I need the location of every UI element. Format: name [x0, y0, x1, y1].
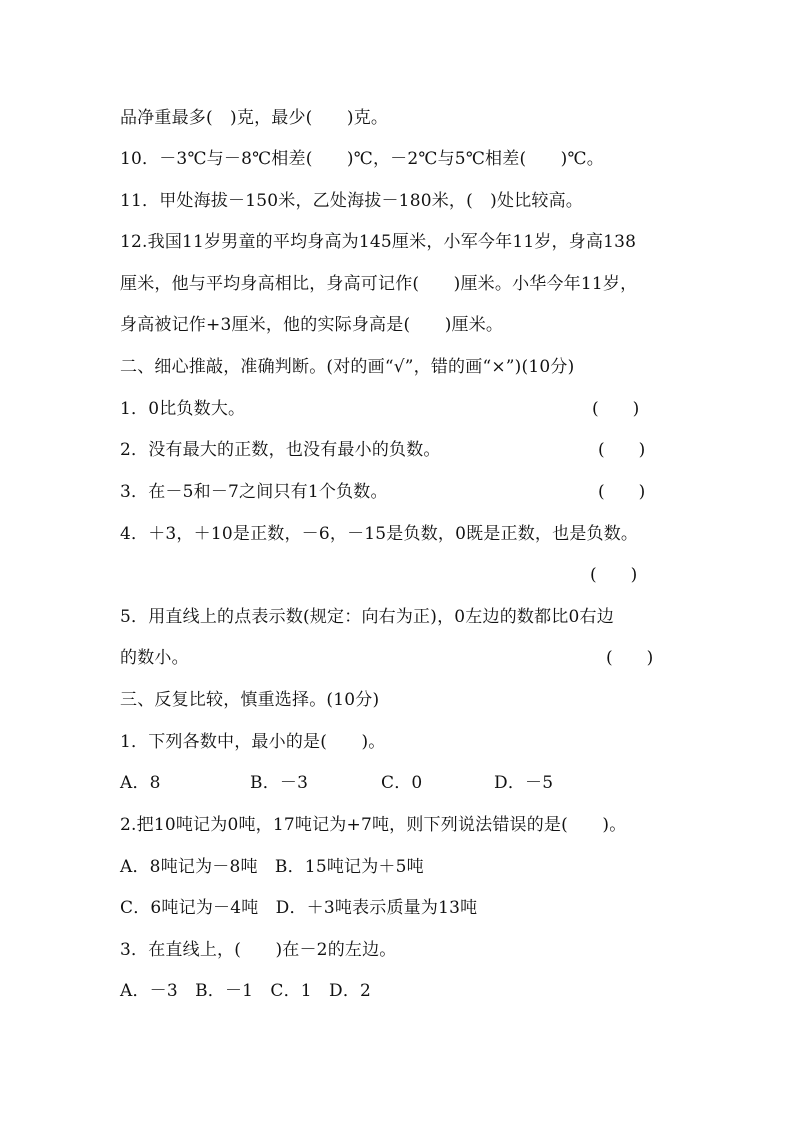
choice-q2-options-line-2[interactable]: C．6吨记为－4吨 D．＋3吨表示质量为13吨	[120, 898, 478, 918]
choice-q1-option-b[interactable]: B．－3	[250, 773, 309, 793]
judge-item-2-answer-paren[interactable]: ( )	[598, 440, 646, 460]
choice-question-1: 1．下列各数中，最小的是( )。	[120, 732, 386, 752]
judge-item-5-answer-paren[interactable]: ( )	[606, 648, 654, 668]
judge-item-3: 3．在－5和－7之间只有1个负数。	[120, 482, 388, 502]
question-9-continuation: 品净重最多( )克，最少( )克。	[120, 108, 389, 128]
choice-q1-option-c[interactable]: C．0	[381, 773, 423, 793]
question-10: 10．－3℃与－8℃相差( )℃，－2℃与5℃相差( )℃。	[120, 149, 604, 169]
judge-item-4: 4．＋3，＋10是正数，－6，－15是负数，0既是正数，也是负数。	[120, 524, 639, 544]
choice-q2-options-line-1[interactable]: A．8吨记为－8吨 B．15吨记为＋5吨	[120, 857, 424, 877]
question-12-line-2: 厘米，他与平均身高相比，身高可记作( )厘米。小华今年11岁，	[120, 274, 638, 294]
choice-question-3: 3．在直线上，( )在－2的左边。	[120, 940, 397, 960]
judge-item-1: 1．0比负数大。	[120, 399, 246, 419]
section-2-heading: 二、细心推敲，准确判断。(对的画“√”，错的画“×”)(10分)	[120, 357, 575, 377]
choice-q3-options[interactable]: A．－3 B．－1 C．1 D．2	[120, 981, 372, 1001]
judge-item-3-answer-paren[interactable]: ( )	[598, 482, 646, 502]
question-12-line-1: 12.我国11岁男童的平均身高为145厘米，小军今年11岁，身高138	[120, 232, 637, 252]
question-11: 11．甲处海拔－150米，乙处海拔－180米，( )处比较高。	[120, 191, 583, 211]
section-3-heading: 三、反复比较，慎重选择。(10分)	[120, 690, 380, 710]
choice-q1-option-a[interactable]: A．8	[120, 773, 161, 793]
choice-question-2: 2.把10吨记为0吨，17吨记为+7吨，则下列说法错误的是( )。	[120, 815, 627, 835]
judge-item-4-answer-paren[interactable]: ( )	[590, 565, 638, 585]
judge-item-5-line-1: 5．用直线上的点表示数(规定：向右为正)，0左边的数都比0右边	[120, 607, 614, 627]
judge-item-1-answer-paren[interactable]: ( )	[592, 399, 640, 419]
choice-q1-option-d[interactable]: D．－5	[494, 773, 554, 793]
judge-item-5-line-2: 的数小。	[120, 648, 189, 668]
judge-item-2: 2．没有最大的正数，也没有最小的负数。	[120, 440, 441, 460]
question-12-line-3: 身高被记作+3厘米，他的实际身高是( )厘米。	[120, 315, 504, 335]
